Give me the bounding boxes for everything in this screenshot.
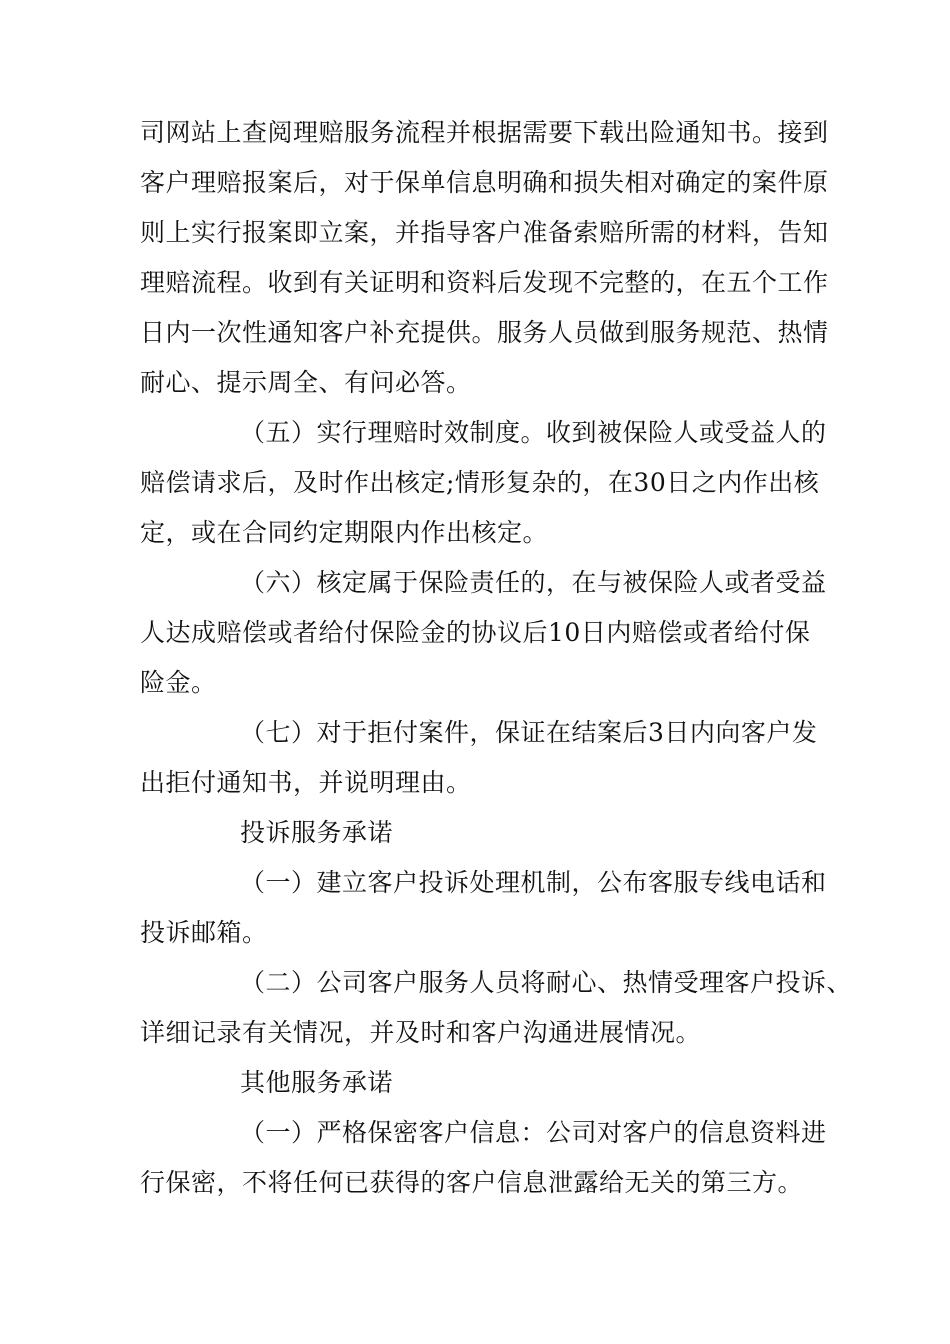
body-text-line: 险金。 [140, 668, 217, 697]
body-text-line: 投诉邮箱。 [140, 918, 268, 947]
body-text-line: 出拒付通知书，并说明理由。 [140, 768, 472, 797]
section-heading: 投诉服务承诺 [240, 818, 394, 847]
body-text-line: 定，或在合同约定期限内作出核定。 [140, 518, 549, 547]
body-text-line: 人达成赔偿或者给付保险金的协议后10日内赔偿或者给付保 [140, 618, 811, 647]
paragraph-start-line: （六）核定属于保险责任的，在与被保险人或者受益 [240, 568, 827, 597]
body-text-line: 赔偿请求后，及时作出核定;情形复杂的，在30日之内作出核 [140, 468, 820, 497]
body-text-line: 司网站上查阅理赔服务流程并根据需要下载出险通知书。接到 [140, 118, 829, 147]
body-text-line: 日内一次性通知客户补充提供。服务人员做到服务规范、热情 [140, 318, 829, 347]
body-text-line: 客户理赔报案后，对于保单信息明确和损失相对确定的案件原 [140, 168, 829, 197]
paragraph-start-line: （二）公司客户服务人员将耐心、热情受理客户投诉、 [240, 968, 853, 997]
body-text-line: 行保密，不将任何已获得的客户信息泄露给无关的第三方。 [140, 1168, 804, 1197]
paragraph-start-line: （一）建立客户投诉处理机制，公布客服专线电话和 [240, 868, 827, 897]
paragraph-start-line: （七）对于拒付案件，保证在结案后3日内向客户发 [240, 718, 818, 747]
body-text-line: 耐心、提示周全、有问必答。 [140, 368, 472, 397]
paragraph-start-line: （一）严格保密客户信息：公司对客户的信息资料进 [240, 1118, 827, 1147]
paragraph-start-line: （五）实行理赔时效制度。收到被保险人或受益人的 [240, 418, 827, 447]
section-heading: 其他服务承诺 [240, 1068, 394, 1097]
body-text-line: 理赔流程。收到有关证明和资料后发现不完整的，在五个工作 [140, 268, 829, 297]
body-text-line: 详细记录有关情况，并及时和客户沟通进展情况。 [140, 1018, 702, 1047]
body-text-line: 则上实行报案即立案，并指导客户准备索赔所需的材料，告知 [140, 218, 829, 247]
